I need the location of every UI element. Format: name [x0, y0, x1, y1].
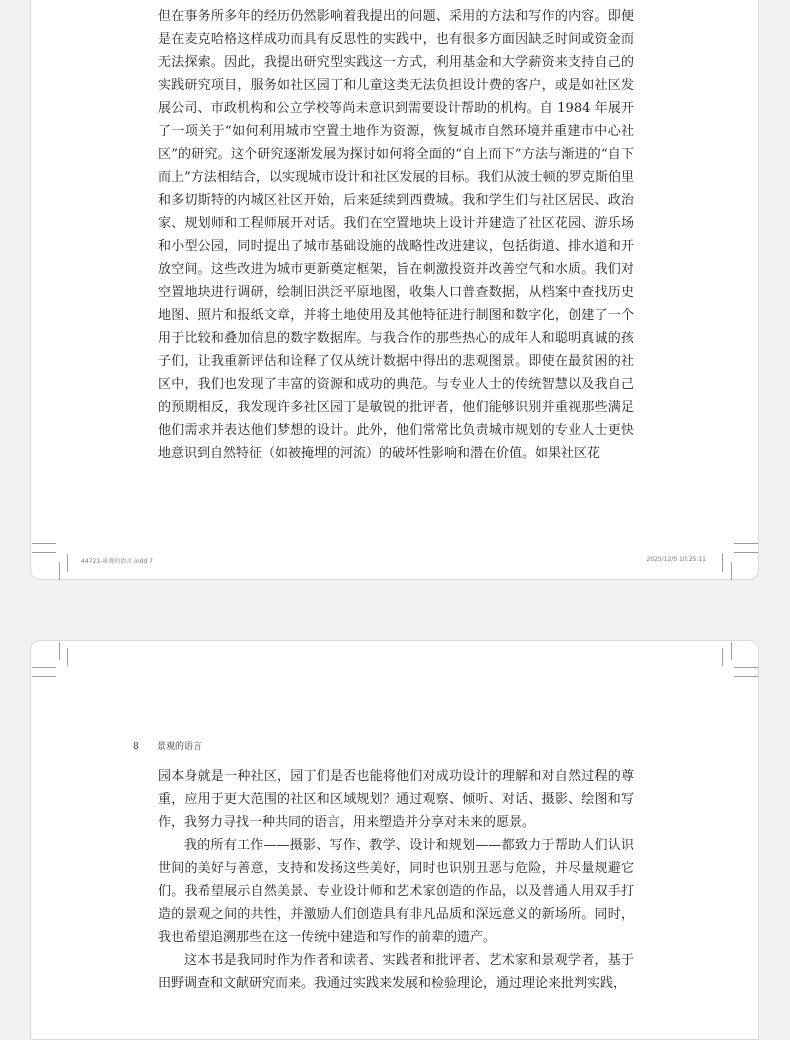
paragraph: 我的所有工作——摄影、写作、教学、设计和规划——都致力于帮助人们认识世间的美好与善意，支持和发扬这些美好，同时也识别丑恶与危险，并尽量规避它们。我希望展示自然美景、专业设计师和艺术家创造的作品，以及普通人用双手打造的景观之间的共性，并激励人们创造具有非凡品质和深远意义的新场所。同时，我也希望追溯那些在这一传统中建造和写作的前辈的遗产。 [158, 838, 634, 945]
page-8-body [158, 765, 634, 995]
crop-mark [734, 543, 758, 544]
running-head-title: 景观的语言 [157, 742, 203, 752]
indd-slug-timestamp: 2025/12/5 10:25:11 [646, 556, 706, 563]
crop-mark [32, 676, 56, 677]
crop-mark [734, 667, 758, 668]
crop-mark [67, 648, 68, 666]
crop-mark [32, 543, 56, 544]
crop-mark [59, 642, 60, 660]
crop-mark [32, 552, 56, 553]
crop-mark [32, 667, 56, 668]
crop-mark [731, 642, 732, 660]
page-7-body [158, 5, 634, 465]
paragraph: 但在事务所多年的经历仍然影响着我提出的问题、采用的方法和写作的内容。即便是在麦克哈格这样成功而具有反思性的实践中，也有很多方面因缺乏时间或资金而无法探索。因此，我提出研究型实践这一方式，利用基金和大学薪资来支持自己的实践研究项目，服务如社区园丁和儿童这类无法负担设计费的客户，或是如社区发展公司、市政机构和公立学校等尚未意识到需要设计帮助的机构。自 1984 年展开了一项关于“如何利用城市空置土地作为资源，恢复城市自然环境并重建市中心社区”的研究。这个研究逐渐发展为探讨如何将全面的“自上而下”方法与渐进的“自下而上”方法相结合，以实现城市设计和社区发展的目标。我们从波士顿的罗克斯伯里和多切斯特的内城区社区开始，后来延续到西费城。我和学生们与社区居民、政治家、规划师和工程师展开对话。我们在空置地块上设计并建造了社区花园、游乐场和小型公园，同时提出了城市基础设施的战略性改进建议，包括街道、排水道和开放空间。这些改进为城市更新奠定框架，旨在刺激投资并改善空气和水质。我们对空置地块进行调研，绘制旧洪泛平原地图，收集人口普查数据，从档案中查找历史地图、照片和报纸文章，并将土地使用及其他特征进行制图和数字化，创建了一个用于比较和叠加信息的数字数据库。与我合作的那些热心的成年人和聪明真诚的孩子们，让我重新评估和诠释了仅从统计数据中得出的悲观图景。即使在最贫困的社区中，我们也发现了丰富的资源和成功的典范。与专业人士的传统智慧以及我自己的预期相反，我发现许多社区园丁是敏锐的批评者，他们能够识别并重视那些满足他们需求并表达他们梦想的设计。此外，他们常常比负责城市规划的专业人士更快地意识到自然特征（如被掩埋的河流）的破坏性影响和潜在价值。如果社区花 [158, 9, 634, 461]
crop-mark [734, 676, 758, 677]
paragraph: 园本身就是一种社区，园丁们是否也能将他们对成功设计的理解和对自然过程的尊重，应用于更大范围的社区和区域规划？通过观察、倾听、对话、摄影、绘图和写作，我努力寻找一种共同的语言，用来塑造并分享对未来的愿景。 [158, 769, 634, 830]
crop-mark [722, 648, 723, 666]
running-head [133, 739, 202, 752]
paragraph: 这本书是我同时作为作者和读者、实践者和批评者、艺术家和景观学者，基于田野调查和文献研究而来。我通过实践来发展和检验理论，通过理论来批判实践， [158, 953, 634, 991]
page-8 [30, 640, 759, 1040]
page-7 [30, 0, 759, 580]
page-number: 8 [133, 742, 139, 752]
indd-slug-filename: 44723-景观的语言.indd 7 [81, 558, 153, 565]
crop-mark [59, 562, 60, 580]
crop-mark [722, 554, 723, 572]
crop-mark [67, 554, 68, 572]
crop-mark [731, 562, 732, 580]
crop-mark [734, 552, 758, 553]
